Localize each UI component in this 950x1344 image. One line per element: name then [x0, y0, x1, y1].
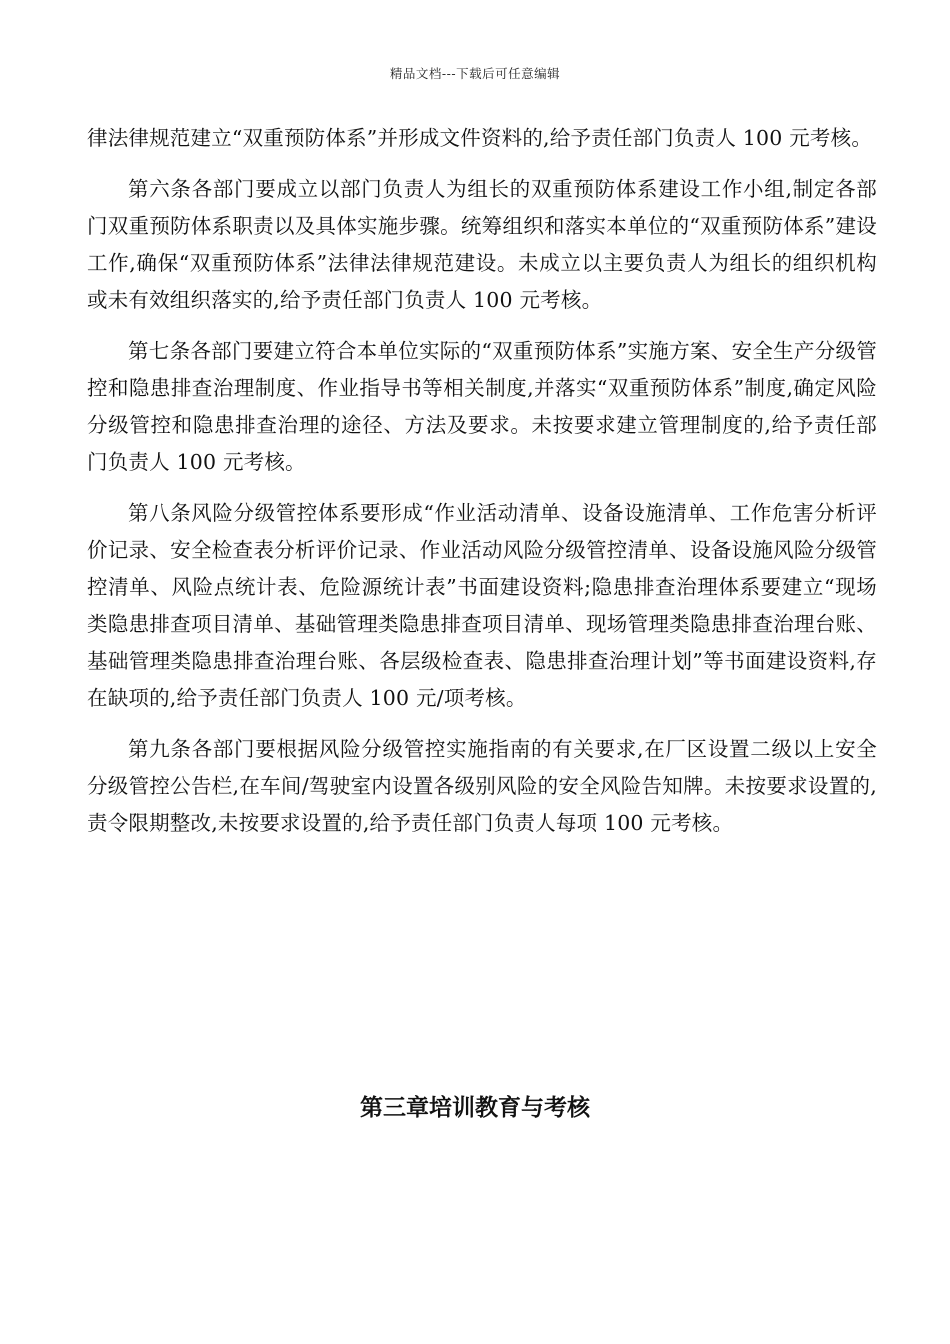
page-header: 精品文档---下载后可任意编辑: [389, 66, 561, 81]
paragraph-article-9: 第九条各部门要根据风险分级管控实施指南的有关要求,在厂区设置二级以上安全分级管控公告栏,在车间/驾驶室内设置各级别风险的安全风险告知牌。未按要求设置的,责令限期整改,未按要求设置的,给予责任部门负责人每项 100 元考核。: [87, 737, 877, 835]
paragraph-article-7: 第七条各部门要建立符合本单位实际的“双重预防体系”实施方案、安全生产分级管控和隐患排查治理制度、作业指导书等相关制度,并落实“双重预防体系”制度,确定风险分级管控和隐患排查治理的途径、方法及要求。未按要求建立管理制度的,给予责任部门负责人 100 元考核。: [87, 339, 877, 474]
paragraph-article-6: 第六条各部门要成立以部门负责人为组长的双重预防体系建设工作小组,制定各部门双重预防体系职责以及具体实施步骤。统筹组织和落实本单位的“双重预防体系”建设工作,确保“双重预防体系”法律法律规范建设。未成立以主要负责人为组长的组织机构或未有效组织落实的,给予责任部门负责人 100 元考核。: [87, 177, 877, 312]
paragraph-article-8: 第八条风险分级管控体系要形成“作业活动清单、设备设施清单、工作危害分析评价记录、安全检查表分析评价记录、作业活动风险分级管控清单、设备设施风险分级管控清单、风险点统计表、危险源统计表”书面建设资料;隐患排查治理体系要建立“现场类隐患排查项目清单、基础管理类隐患排查项目清单、现场管理类隐患排查治理台账、基础管理类隐患排查治理台账、各层级检查表、隐患排查治理计划”等书面建设资料,存在缺项的,给予责任部门负责人 100 元/项考核。: [87, 501, 877, 710]
document-body: [87, 120, 877, 856]
paragraph-continuation: 律法律规范建立“双重预防体系”并形成文件资料的,给予责任部门负责人 100 元考核。: [87, 126, 873, 150]
chapter-title: 第三章培训教育与考核: [360, 1095, 590, 1121]
